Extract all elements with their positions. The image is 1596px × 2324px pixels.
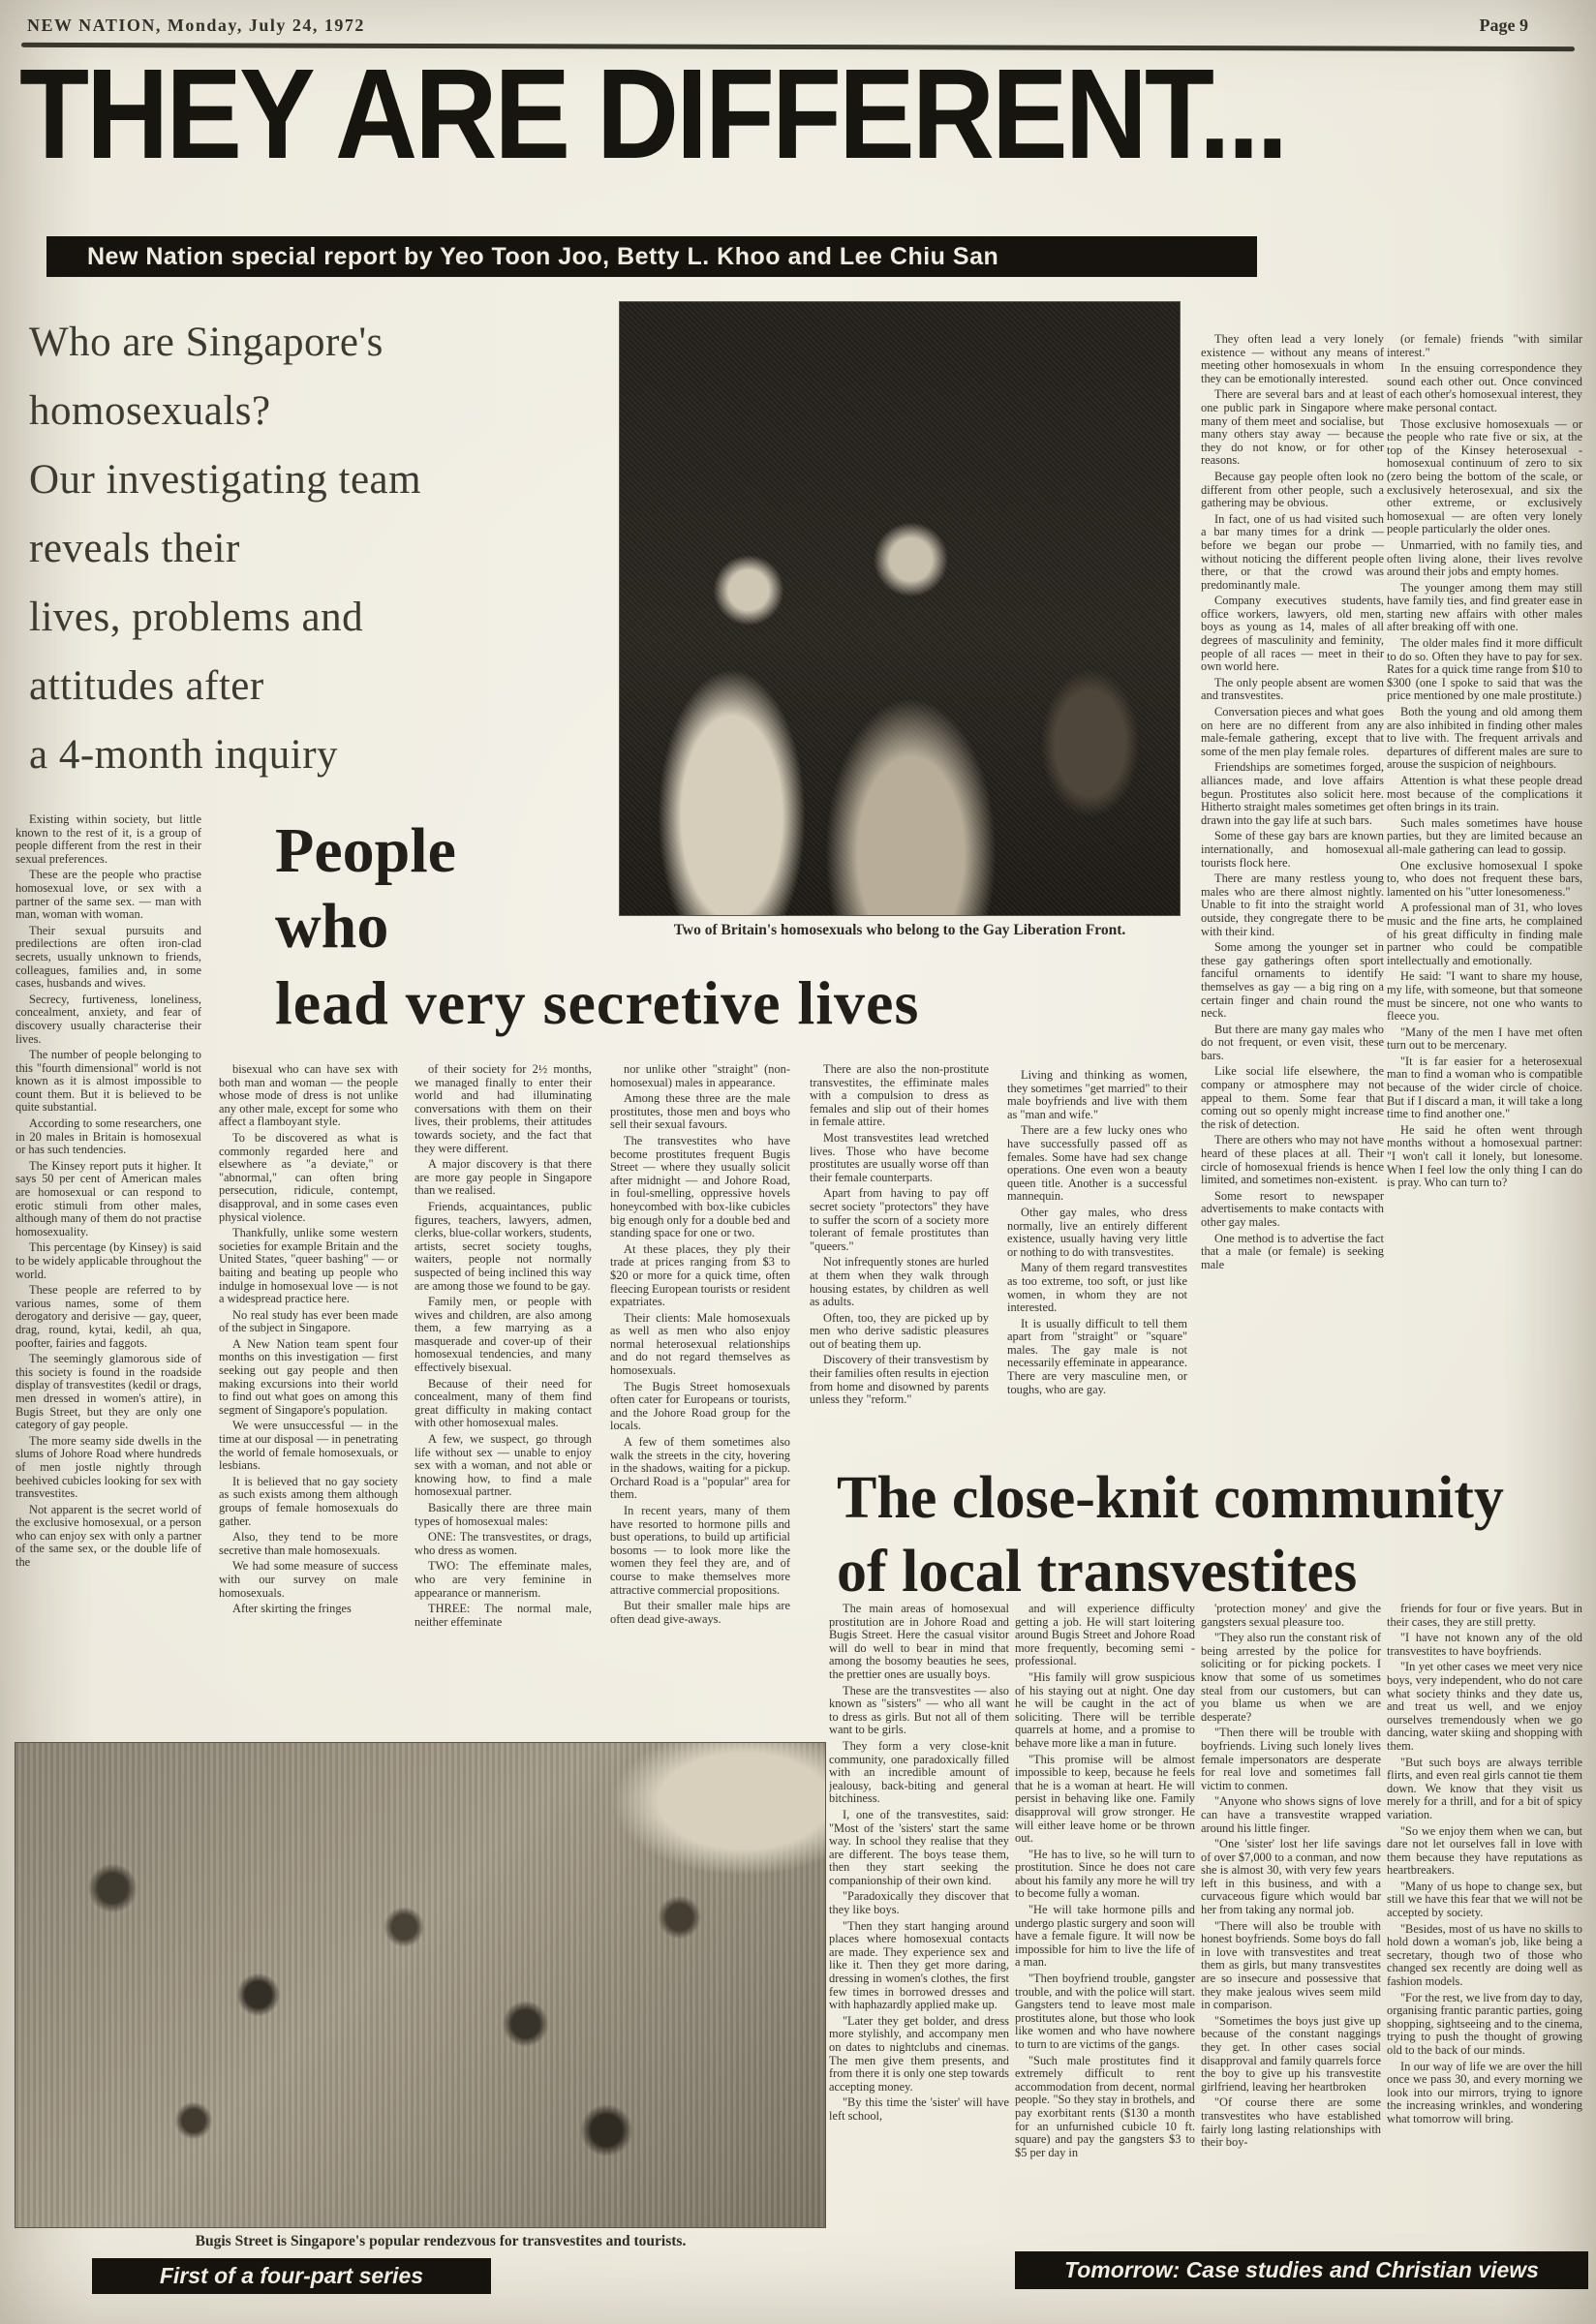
paragraph: "He has to live, so he will turn to prostitution. Since he does not care about his family any more he will try to become fully a woman. <box>1015 1847 1195 1901</box>
intro-line: reveals their <box>29 526 240 571</box>
paragraph: A few of them sometimes also walk the streets in the city, hovering in the shadows, waiting for a pickup. Orchard Road is a "popular" area for them. <box>610 1435 790 1502</box>
paragraph: The younger among them may still have family ties, and find greater ease in starting new affairs with other males after breaking off with one. <box>1387 580 1582 634</box>
paragraph: Often, too, they are picked up by men who derive sadistic pleasures out of beating them up. <box>810 1310 989 1351</box>
paragraph: Conversation pieces and what goes on here are no different from any male-female gathering, except that some of the men play female roles. <box>1201 705 1384 758</box>
paragraph: of their society for 2½ months, we managed finally to enter their world and had illuminating conversations with them on their lives, their problems, their attitudes towards society, and the fact that they were different. <box>414 1063 592 1155</box>
photo-bugis-street <box>15 1743 825 2227</box>
paragraph: The transvestites who have become prostitutes frequent Bugis Street — where they usually solicit after midnight — and Johore Road, in foul-smelling, oppressive hovels honeycombed with box-like cubicles big enough only for a double bed and standing space for one or two. <box>610 1133 790 1240</box>
paragraph: "They also run the constant risk of being arrested by the police for soliciting or for picking pockets. I know that some of us sometimes steal from our customers, but can you blame us when we are desperate? <box>1201 1631 1381 1724</box>
paragraph: These are the people who practise homosexual love, or sex with a partner of the same sex. — man with man, woman with woman. <box>15 868 201 922</box>
paragraph: A professional man of 31, who loves music and the fine arts, he complained of his great difficulty in finding male partner who could be compatible intellectually and emotionally. <box>1387 901 1582 967</box>
masthead-date: NEW NATION, Monday, July 24, 1972 <box>27 15 365 35</box>
paragraph: Other gay males, who dress normally, live an entirely different existence, usually having very little or nothing to do with transvestites. <box>1007 1205 1187 1259</box>
paragraph: THREE: The normal male, neither effeminate <box>414 1602 592 1629</box>
paragraph: A major discovery is that there are more gay people in Singapore than we realised. <box>414 1157 592 1198</box>
paragraph: "But such boys are always terrible flirts, and even real girls cannot tie them down. We know that they visit us merely for a thrill, and for a bit of spicy variation. <box>1387 1755 1582 1821</box>
photo-gay-liberation-front <box>620 302 1180 915</box>
article1-column-5 <box>810 1063 989 1462</box>
paragraph: TWO: The effeminate males, who are very feminine in appearance or mannerism. <box>414 1559 592 1600</box>
intro-deck <box>29 308 484 789</box>
paragraph: No real study has ever been made of the subject in Singapore. <box>219 1307 398 1335</box>
paragraph: Secrecy, furtiveness, loneliness, concealment, anxiety, and fear of discovery usually characterise their lives. <box>15 992 201 1046</box>
intro-line: homosexuals? <box>29 388 271 434</box>
paragraph: This percentage (by Kinsey) is said to be widely applicable throughout the world. <box>15 1240 201 1281</box>
paragraph: There are many restless young males who are there almost nightly. Unable to fit into the straight world outside, they congregate there to be with their kind. <box>1201 872 1384 938</box>
paragraph: 'protection money' and give the gangsters sexual pleasure too. <box>1201 1603 1381 1629</box>
paragraph: We were unsuccessful — in the time at our disposal — in penetrating the world of female homosexuals, or lesbians. <box>219 1419 398 1473</box>
paragraph: "His family will grow suspicious of his staying out at night. One day he will be caught in the act of soliciting. There will be terrible quarrels at home, and a promise to behave more like a man in future. <box>1015 1669 1195 1750</box>
article1-column-4 <box>610 1063 790 1743</box>
paragraph: In the ensuing correspondence they sound each other out. Once convinced of each other's homosexual interest, they make personal contact. <box>1387 361 1582 414</box>
paragraph: Living and thinking as women, they sometimes "get married" to their male boyfriends and live with them as "man and wife." <box>1007 1069 1187 1121</box>
paragraph: "For the rest, we live from day to day, organising frantic parantic parties, going shopping, sightseeing and to the cinema, trying to push the thought of growing old to the back of our minds. <box>1387 1990 1582 2057</box>
article1-column-6 <box>1007 1069 1187 1462</box>
paragraph: "Of course there are some transvestites who have established fairly long lasting relationships with their boy- <box>1201 2095 1381 2150</box>
paragraph: These people are referred to by various names, some of them derogatory and derisive — gay, queer, drag, round, kytai, kedil, ah qua, poofter, fairies and faggots. <box>15 1283 201 1350</box>
paragraph: Family men, or people with wives and children, are also among them, a few marrying as a masquerade and cover-up of their homosexual tendencies, and many effectively bisexual. <box>414 1295 592 1375</box>
paragraph: Some of these gay bars are known internationally, and homosexual tourists flock here. <box>1201 829 1384 870</box>
main-headline: THEY ARE DIFFERENT... <box>19 43 1286 187</box>
paragraph: "I have not known any of the old transvestites to have boyfriends. <box>1387 1631 1582 1658</box>
paragraph: "Anyone who shows signs of love can have a transvestite wrapped around his little finger. <box>1201 1794 1381 1835</box>
byline-text: New Nation special report by Yeo Toon Joo, Betty L. Khoo and Lee Chiu San <box>87 242 999 270</box>
paragraph: "This promise will be almost impossible to keep, because he feels that he is a woman at heart. He will persist in behaving like one. Family disapproval will grow stronger. He will either leave home or be thrown out. <box>1015 1752 1195 1846</box>
paragraph: The Bugis Street homosexuals often cater for Europeans or tourists, and the Johore Road group for the locals. <box>610 1379 790 1433</box>
paragraph: The seemingly glamorous side of this society is found in the roadside display of transvestites (kedil or drags, men dressed in women's attire), in Bugis Street, but they are only one category of gay people. <box>15 1352 201 1432</box>
paragraph: "So we enjoy them when we can, but dare not let ourselves fall in love with them because they have reputations as heartbreakers. <box>1387 1823 1582 1878</box>
paragraph: Both the young and old among them are also inhibited in finding other males to live with. The frequent arrivals and departures of different males are sure to arouse the suspicion of neighbours. <box>1387 705 1582 772</box>
paragraph: and will experience difficulty getting a job. He will start loitering around Bugis Street and Johore Road more frequently, becoming semi - professional. <box>1015 1603 1195 1668</box>
paragraph: He said he often went through months without a homosexual partner: "I won't call it lonely, but lonesome. When I feel low the only thing I can do is pray. Who can turn to? <box>1387 1122 1582 1190</box>
paragraph: These are the transvestites — also known as "sisters" — who all want to dress as girls. But not all of them want to be girls. <box>829 1683 1009 1737</box>
paragraph: Attention is what these people dread most because of the complications it often brings in its train. <box>1387 774 1582 814</box>
paragraph: Like social life elsewhere, the company or atmosphere may not appeal to them. Some fear that coming out so openly might increase the risk of detection. <box>1201 1064 1384 1131</box>
heading-line-1: People <box>275 815 456 886</box>
paragraph: "Then boyfriend trouble, gangster trouble, and with the police will start. Gangsters tend to leave most male prostitutes alone, but those who look like women and who have nowhere to turn to are victims of the gangs. <box>1015 1972 1195 2051</box>
intro-line: Our investigating team <box>29 457 422 503</box>
heading-line-2: who <box>275 891 389 962</box>
paragraph: Such males sometimes have house parties, but they are limited because an all-male gathering can lead to gossip. <box>1387 815 1582 856</box>
paragraph: Basically there are three main types of homosexual males: <box>414 1501 592 1528</box>
paragraph: They often lead a very lonely existence — without any means of meeting other homosexuals in whom they can be emotionally interested. <box>1201 333 1384 385</box>
paragraph: After skirting the fringes <box>232 1602 352 1616</box>
paragraph: "Paradoxically they discover that they like boys. <box>829 1889 1009 1917</box>
paragraph: "Sometimes the boys just give up because of the constant naggings they get. In other cases social disapproval and family quarrels force the boy to give up his transvestite girlfriend, leaving her heartbroken <box>1201 2013 1381 2094</box>
paragraph: The Kinsey report puts it higher. It says 50 per cent of American males are homosexual or can respond to erotic stimuli from other males, although many of them do not practise homosexuality. <box>15 1158 201 1238</box>
article2-column-b <box>1015 1603 1195 2230</box>
paragraph: A New Nation team spent four months on this investigation — first seeking out gay people and then making excursions into their world to find out what goes on among this segment of Singapore's population. <box>219 1336 398 1417</box>
page-number: Page 9 <box>1479 15 1528 35</box>
heading-line-3: lead very secretive lives <box>275 968 920 1037</box>
paragraph: Not infrequently stones are hurled at them when they walk through housing estates, by children as well as adults. <box>810 1255 989 1309</box>
paragraph: "It is far easier for a heterosexual man to find a woman who is compatible because of the wider circle of choice. But if I discard a man, it will take a long time to find another one." <box>1387 1054 1582 1121</box>
paragraph: Thankfully, unlike some western societies for example Britain and the United States, "queer bashing" — or baiting and beating up people who indulge in homosexual love — is not a widespread practice here. <box>219 1226 398 1306</box>
byline-bar <box>46 236 1257 277</box>
paragraph: It is believed that no gay society as such exists among them although groups of female homosexuals do gather. <box>219 1474 398 1528</box>
paragraph: Many of them regard transvestites as too extreme, too soft, or just like women, in whom they are not interested. <box>1007 1261 1187 1315</box>
photo2-caption: Bugis Street is Singapore's popular rendezvous for transvestites and tourists. <box>195 2233 687 2249</box>
paragraph: Their sexual pursuits and predilections are often iron-clad secrets, usually unknown to friends, colleagues, families and, in some cases, husbands and wives. <box>15 923 201 991</box>
paragraph: We had some measure of success with our survey on male homosexuals. <box>219 1559 398 1600</box>
paragraph: Those exclusive homosexuals — or the people who rate five or six, at the top of the Kinsey heterosexual - homosexual continuum of zero to six (zero being the bottom of the scale, or exclusively heterosexual, and six the other extreme, or exclusively homosexual — are often very lonely people particularly the older ones. <box>1387 416 1582 536</box>
intro-line: lives, problems and <box>29 595 364 640</box>
intro-line: Who are Singapore's <box>29 320 384 365</box>
paragraph: It is usually difficult to tell them apart from "straight" or "square" males. The gay male is not necessarily effeminate in appearance. There are very masculine men, or toughs, who are gay. <box>1007 1316 1187 1396</box>
paragraph: The only people absent are women and transvestites. <box>1201 675 1384 703</box>
paragraph: "Many of the men I have met often turn out to be mercenary. <box>1387 1024 1582 1053</box>
close-knit-headline-line-1: The close-knit community <box>837 1465 1504 1531</box>
article1-column-3 <box>414 1063 592 1743</box>
paragraph: The number of people belonging to this "fourth dimensional" world is not known as it is almost impossible to count them. But it is believed to be quite substantial. <box>15 1048 201 1115</box>
paragraph: I, one of the transvestites, said: "Most of the 'sisters' start the same way. In school they realise that they are different. The boys tease them, then they start seeking the companionship of their own kind. <box>829 1807 1009 1887</box>
paragraph: But their smaller male hips are often dead give-aways. <box>610 1599 790 1626</box>
paragraph: One exclusive homosexual I spoke to, who does not frequent these bars, lamented on his "utter lonesomeness." <box>1387 858 1582 899</box>
paragraph: "Such male prostitutes find it extremely difficult to rent accommodation from decent, normal people. "So they stay in brothels, and pay exorbitant rents ($130 a month for an unfurnished cubicle 10 ft. square) and pay the gangsters $3 to $5 per day in <box>1015 2053 1195 2159</box>
series-banner <box>92 2258 491 2294</box>
paragraph: But there are many gay males who do not frequent, or even visit, these bars. <box>1201 1022 1384 1062</box>
paragraph: Unmarried, with no family ties, and often living alone, their lives revolve around their jobs and empty homes. <box>1387 537 1582 579</box>
paragraph: "There will also be trouble with honest boyfriends. Some boys do fall in love with transvestites and treat them as girls, but many transvestites are so insecure and possessive that they make jealous wives seem mild in comparison. <box>1201 1918 1381 2012</box>
paragraph: "Then there will be trouble with boyfriends. Living such lonely lives female impersonators are desperate for real love and sometimes fall victim to conmen. <box>1201 1726 1381 1792</box>
article2-column-d <box>1387 1603 1582 2230</box>
paragraph: ONE: The transvestites, or drags, who dress as women. <box>414 1530 592 1557</box>
paragraph: Also, they tend to be more secretive than male homosexuals. <box>219 1530 398 1557</box>
paragraph: There are also the non-prostitute transvestites, the effiminate males with a compulsion to dress as females and slip out of their homes in female attire. <box>810 1063 989 1129</box>
paragraph: "By this time the 'sister' will have left school, <box>829 2095 1009 2123</box>
paragraph: "Later they get bolder, and dress more stylishly, and accompany men on dates to nightclubs and cinemas. The men give them presents, and from there it is only one step towards accepting money. <box>829 2013 1009 2094</box>
paragraph: Not apparent is the secret world of the exclusive homosexual, or a person who can enjoy sex with only a partner of the same sex, or the double life of the <box>15 1502 201 1570</box>
paragraph: In fact, one of us had visited such a bar many times for a drink — before we began our probe — without noticing the different people there, or that the crowd was predominantly male. <box>1201 511 1384 592</box>
paragraph: The older males find it more difficult to do so. Often they have to pay for sex. Rates for a quick time range from $10 to $300 (one I spoke to said that was the price mentioned by one male prostitute.) <box>1387 636 1582 703</box>
paragraph: "In yet other cases we meet very nice boys, very independent, who do not care what society thinks and they date us, and treat us well, and we enjoy ourselves tremendously when we go dancing, water skiing and shopping with them. <box>1387 1660 1582 1753</box>
paragraph: Some among the younger set in these gay gatherings often sport fanciful ornaments to identify themselves as gay — a big ring on a certain finger and chain round the neck. <box>1201 940 1384 1021</box>
tomorrow-banner <box>1015 2251 1588 2289</box>
paragraph: Most transvestites lead wretched lives. Those who have become prostitutes are usually worse off than their female counterparts. <box>810 1130 989 1184</box>
paragraph: "He will take hormone pills and undergo plastic surgery and soon will have a female figure. It will now be impossible for him to live the life of a man. <box>1015 1903 1195 1970</box>
paragraph: According to some researchers, one in 20 males in Britain is homosexual or has such tendencies. <box>15 1116 201 1157</box>
article2-column-a <box>829 1603 1009 2230</box>
paragraph: A few, we suspect, go through life without sex — unable to enjoy sex with a woman, and not able or knowing how, to find a male homosexual partner. <box>414 1432 592 1499</box>
paragraph: At these places, they ply their trade at prices ranging from $3 to $20 or more for a quick time, often fleecing European tourists or resident expatriates. <box>610 1241 790 1309</box>
close-knit-headline-line-2: of local transvestites <box>837 1539 1358 1605</box>
paragraph: In our way of life we are over the hill once we pass 30, and every morning we look into our mirrors, trying to ignore the increasing wrinkles, and wondering what tomorrow will bring. <box>1387 2059 1582 2125</box>
paragraph: Friendships are sometimes forged, alliances made, and love affairs begun. Prostitutes also solicit here. Hitherto straight males sometimes get drawn into the gay life at such bars. <box>1201 760 1384 827</box>
paragraph: Company executives students, office workers, lawyers, old men, boys as young as 14, males of all degrees of masculinity and feminity, people of all races — meet in their own world here. <box>1201 594 1384 674</box>
paragraph: Friends, acquaintances, public figures, teachers, lawyers, admen, clerks, blue-collar workers, students, artists, secret society toughs, waiters, people not normally suspected of being inclined this way are among those we found to be gay. <box>414 1199 592 1293</box>
paragraph: There are a few lucky ones who have successfully passed off as females. Some have had sex change operations. One even won a beauty queen title. Another is a successful mannequin. <box>1007 1123 1187 1204</box>
paragraph: The more seamy side dwells in the slums of Johore Road where hundreds of men jostle nightly through beehived cubicles looking for sex with transvestites. <box>15 1433 201 1501</box>
paragraph: Some resort to newspaper advertisements to make contacts with other gay males. <box>1201 1188 1384 1229</box>
paragraph: "Many of us hope to change sex, but still we have this fear that we will not be accepted by society. <box>1387 1879 1582 1920</box>
paragraph: Existing within society, but little known to the rest of it, is a group of people different from the rest in their sexual preferences. <box>15 813 201 866</box>
article1-column-2 <box>219 1063 398 1743</box>
paragraph: He said: "I want to share my house, my life, with someone, but that someone must be sincere, not one who wants to fleece you. <box>1387 969 1582 1024</box>
paragraph: Among these three are the male prostitutes, those men and boys who sell their sexual favours. <box>610 1091 790 1132</box>
intro-line: a 4-month inquiry <box>29 732 339 778</box>
paragraph: They form a very close-knit community, one paradoxically filled with an incredible amount of jealousy, back-biting and general bitchiness. <box>829 1738 1009 1806</box>
paragraph: One method is to advertise the fact that a male (or female) is seeking male <box>1201 1231 1384 1271</box>
tomorrow-banner-text: Tomorrow: Case studies and Christian views <box>1064 2257 1539 2282</box>
article1-column-1 <box>15 813 201 1741</box>
paragraph: "Besides, most of us have no skills to hold down a woman's job, like being a secretary, though two of those who changed sex recently are doing well as fashion models. <box>1387 1921 1582 1989</box>
paragraph: To be discovered as what is commonly regarded here and elsewhere as "a deviate," or "abnormal," can often bring persecution, ridicule, contempt, disapproval, and in some cases even physical violence. <box>219 1130 398 1224</box>
paragraph: In recent years, many of them have resorted to hormone pills and bust operations, to build up artificial bosoms — to look more like the women they feel they are, and of course to make themselves more attractive commercial propositions. <box>610 1504 790 1597</box>
paragraph: "Then they start hanging around places where homosexual contacts are made. They experience sex and like it. Then they get more daring, dressing in women's clothes, the first few times in borrowed dresses and with haphazardly applied make up. <box>829 1918 1009 2012</box>
paragraph: Discovery of their transvestism by their families often results in ejection from home and disowned by parents unless they "reform." <box>810 1353 989 1407</box>
intro-line: attitudes after <box>29 663 264 709</box>
article1-right-column-a <box>1201 333 1384 1460</box>
article1-right-column-b <box>1387 333 1582 1460</box>
paragraph: Because gay people often look no different from other people, such a gathering may be obvious. <box>1201 469 1384 510</box>
paragraph: nor unlike other "straight" (non-homosexual) males in appearance. <box>610 1063 790 1089</box>
paragraph: Their clients: Male homosexuals as well as men who also enjoy normal heterosexual relationships and do not regard themselves as homosexuals. <box>610 1310 790 1378</box>
paragraph: Because of their need for concealment, many of them find great difficulty in making contact with other homosexual males. <box>414 1376 592 1430</box>
paragraph: There are several bars and at least one public park in Singapore where many of them meet and socialise, but many others stay away — because they do not know, or for other reasons. <box>1201 387 1384 468</box>
paragraph: (or female) friends "with similar interest." <box>1387 333 1582 359</box>
paragraph: friends for four or five years. But in their cases, they are still pretty. <box>1387 1603 1582 1629</box>
paragraph: Apart from having to pay off secret society "protectors" they have to suffer the scorn of a society more tolerant of female prostitutes than "queers." <box>810 1186 989 1253</box>
paragraph: "One 'sister' lost her life savings of over $7,000 to a conman, and now she is almost 30, with very few years left in this business, and with a curvaceous figure which would bar her from taking any normal job. <box>1201 1837 1381 1917</box>
paragraph: bisexual who can have sex with both man and woman — the people whose mode of dress is not unlike any other male, except for some who affect a flamboyant style. <box>219 1063 398 1129</box>
series-banner-text: First of a four-part series <box>159 2263 424 2288</box>
photo1-caption: Two of Britain's homosexuals who belong to the Gay Liberation Front. <box>673 922 1126 938</box>
paragraph: There are others who may not have heard of these places at all. Their circle of homosexual friends is hence limited, and sometimes non-existent. <box>1201 1133 1384 1187</box>
article2-column-c <box>1201 1603 1381 2230</box>
paragraph: The main areas of homosexual prostitution are in Johore Road and Bugis Street. Here the casual visitor will do well to bear in mind that among the bosomy beauties he sees, the prettier ones are usually boys. <box>829 1603 1009 1681</box>
